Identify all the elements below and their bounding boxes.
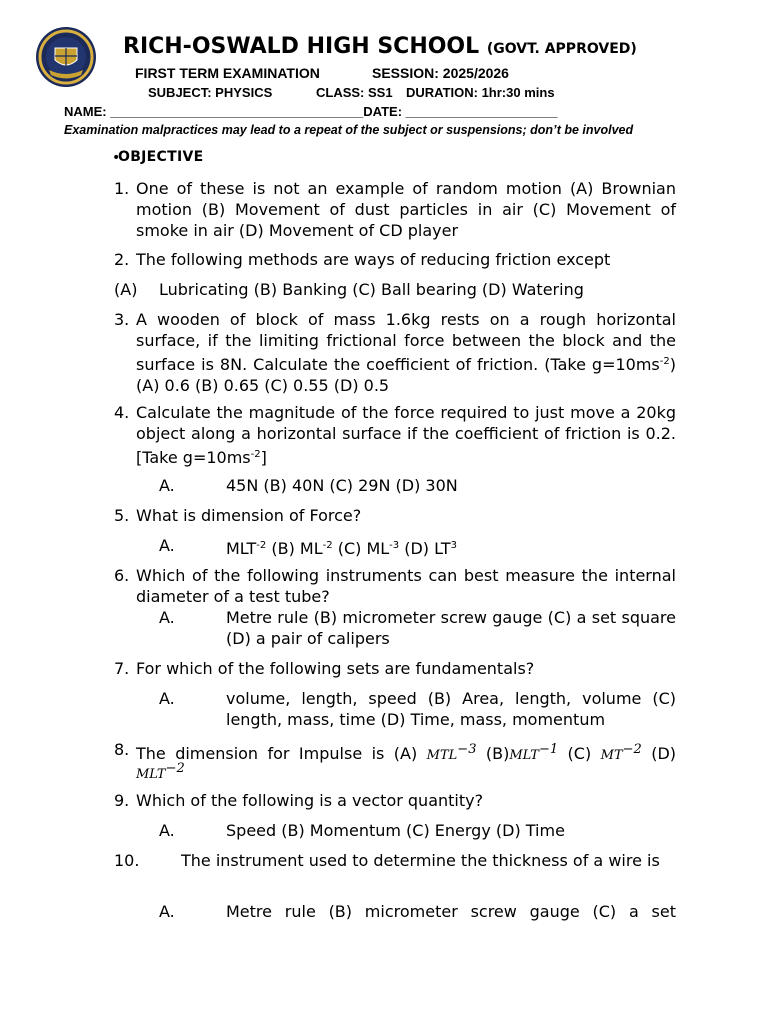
school-crest-icon xyxy=(35,26,97,88)
question-8-continuation: MLT−2 xyxy=(136,761,185,782)
question-number: 9. xyxy=(114,791,130,810)
question-2 xyxy=(114,249,676,270)
option-label: A. xyxy=(159,536,175,555)
question-9 xyxy=(114,790,676,811)
duration-text: DURATION: 1hr:30 mins xyxy=(406,85,555,100)
question-text: The instrument used to determine the thickness of a wire is xyxy=(181,851,660,870)
question-8 xyxy=(114,739,676,766)
question-options: volume, length, speed (B) Area, length, volume (C) length, mass, time (D) Time, mass, momentum xyxy=(226,689,676,729)
question-text: For which of the following sets are fundamentals? xyxy=(136,659,535,678)
question-options: $MLT^{-2}$ (B) $ML^{-2}$ (C) $ML^{-3}$ (D) $LT^3$ xyxy=(226,539,457,558)
exam-title: FIRST TERM EXAMINATION xyxy=(135,65,320,81)
question-options: 45N (B) 40N (C) 29N (D) 30N xyxy=(226,476,458,495)
option-label: A. xyxy=(159,689,175,708)
name-date-line: NAME: ___________________________________DATE: _____________________ xyxy=(64,104,558,119)
question-number: 4. xyxy=(114,403,130,422)
section-title: OBJECTIVE xyxy=(118,149,204,165)
session-text: SESSION: 2025/2026 xyxy=(372,65,509,81)
question-3 xyxy=(114,309,676,396)
approval-text: (GOVT. APPROVED) xyxy=(486,41,637,57)
question-number: 3. xyxy=(114,310,130,329)
question-text: The following methods are ways of reducing friction except xyxy=(136,250,611,269)
question-text: Calculate the magnitude of the force required to just move a 20kg object along a horizontal surface if the coefficient of friction is 0.2. [Take $g=10ms^{-2}$] xyxy=(136,403,676,467)
question-options: Lubricating (B) Banking (C) Ball bearing (D) Watering xyxy=(159,280,584,299)
question-number: 6. xyxy=(114,566,130,585)
question-6 xyxy=(114,565,676,607)
option-label: A. xyxy=(159,608,175,627)
question-options: Metre rule (B) micrometer screw gauge (C) a set square (D) a pair of calipers xyxy=(226,608,676,648)
subject-text: SUBJECT: PHYSICS xyxy=(148,85,273,100)
question-text: A wooden of block of mass 1.6kg rests on a rough horizontal surface, if the limiting frictional force between the block and the surface is 8N. Calculate the coefficient of friction. (Take $g=10ms^{-2}$) (A) 0.6 (B) 0.65 (C) 0.55 (D) 0.5 xyxy=(136,310,676,395)
question-options: Speed (B) Momentum (C) Energy (D) Time xyxy=(226,821,565,840)
question-number: 2. xyxy=(114,250,130,269)
school-name: RICH-OSWALD HIGH SCHOOL (GOVT. APPROVED) xyxy=(123,34,637,59)
question-text: What is dimension of Force? xyxy=(136,506,362,525)
question-text: One of these is not an example of random motion (A) Brownian motion (B) Movement of dust particles in air (C) Movement of smoke in air (D) Movement of CD player xyxy=(136,179,676,240)
question-number: 5. xyxy=(114,506,130,525)
question-4 xyxy=(114,402,676,468)
option-label: (A) xyxy=(114,280,138,299)
question-number: 1. xyxy=(114,179,130,198)
question-number: 8. xyxy=(114,740,130,759)
malpractice-warning: Examination malpractices may lead to a repeat of the subject or suspensions; don’t be involved xyxy=(64,123,634,137)
section-bullet: • xyxy=(112,150,121,166)
option-label: A. xyxy=(159,476,175,495)
question-1 xyxy=(114,178,676,241)
question-text: Which of the following instruments can best measure the internal diameter of a test tube? xyxy=(136,566,676,606)
question-5 xyxy=(114,505,676,526)
question-text: The dimension for Impulse is (A) $MTL^{-3}$ $(B)MLT^{-1}$ (C) $MT^{-2}$ (D) xyxy=(136,742,677,763)
class-text: CLASS: SS1 xyxy=(316,85,393,100)
option-label: A. xyxy=(159,902,175,921)
question-10 xyxy=(114,850,676,871)
question-options: Metre rule (B) micrometer screw gauge (C) a set xyxy=(226,902,676,921)
question-text: Which of the following is a vector quantity? xyxy=(136,791,484,810)
question-number: 7. xyxy=(114,659,130,678)
question-number: 10. xyxy=(114,851,140,870)
question-7 xyxy=(114,658,676,679)
option-label: A. xyxy=(159,821,175,840)
